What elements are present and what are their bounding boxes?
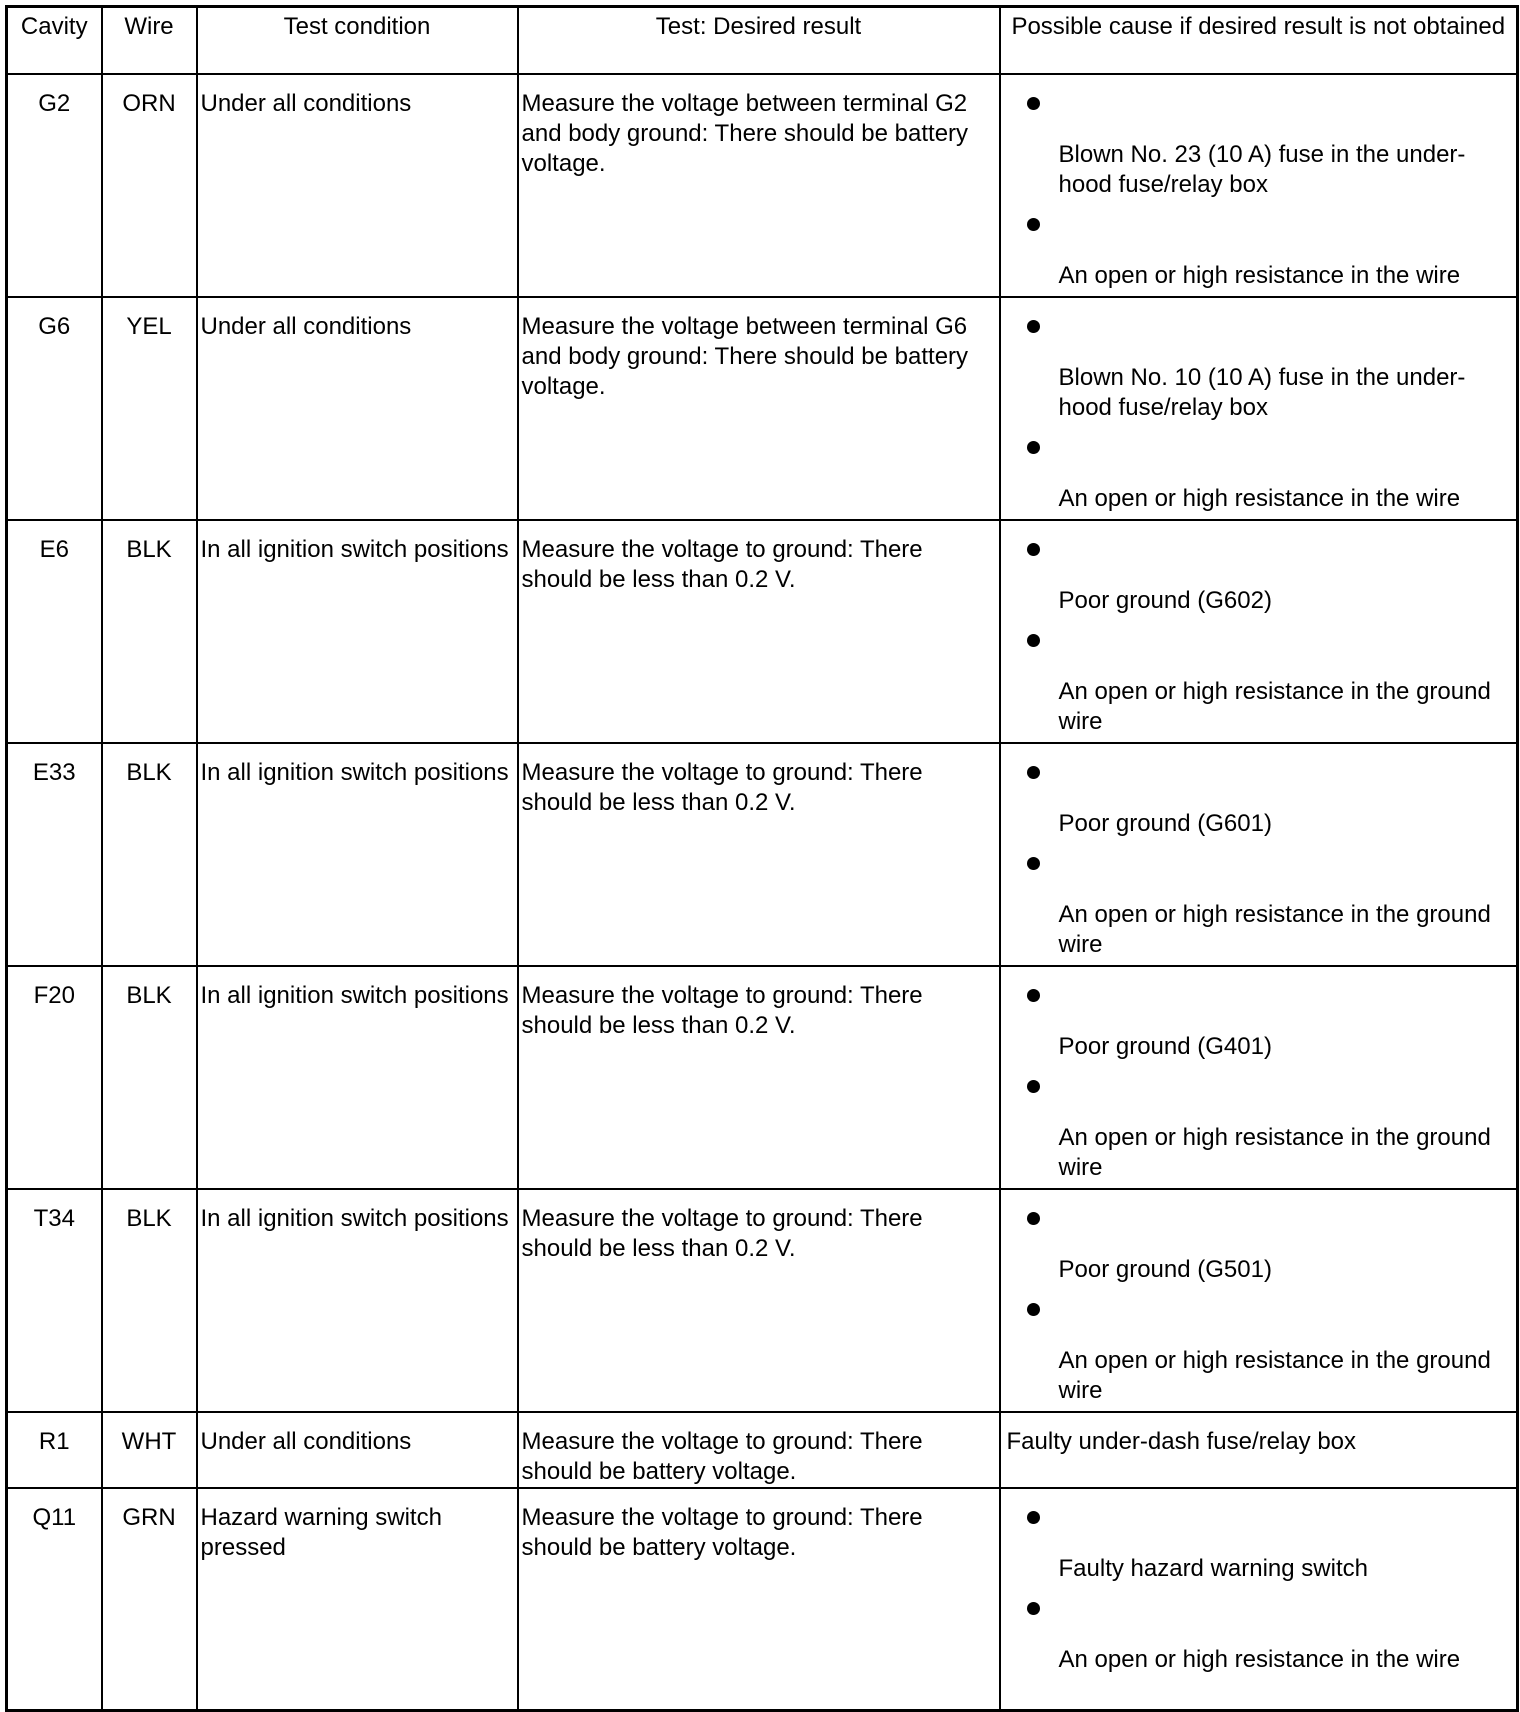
bullet-icon (1027, 1303, 1040, 1316)
condition-cell: Hazard warning switch pressed (197, 1488, 518, 1711)
header-test-condition: Test condition (197, 7, 518, 74)
cause-cell (1000, 743, 1518, 966)
table-row (7, 1412, 1518, 1488)
result-cell: Measure the voltage to ground: There should be less than 0.2 V. (518, 1189, 1000, 1412)
test-table (5, 5, 1519, 1712)
bullet-icon (1027, 1602, 1040, 1615)
cause-cell (1000, 1488, 1518, 1711)
cause-cell (1000, 520, 1518, 743)
header-wire: Wire (102, 7, 197, 74)
header-desired-result: Test: Desired result (518, 7, 1000, 74)
bullet-icon (1027, 218, 1040, 231)
cavity-cell: E6 (7, 520, 102, 743)
cause-text: Poor ground (G601) (1058, 809, 1272, 837)
cause-text: An open or high resistance in the wire (1058, 1645, 1461, 1673)
bullet-icon (1027, 989, 1040, 1002)
cause-text: Blown No. 23 (10 A) fuse in the under-hood fuse/relay box (1058, 140, 1466, 198)
table-row (7, 1488, 1518, 1711)
header-cavity: Cavity (7, 7, 102, 74)
cause-item (1007, 989, 1511, 1062)
table-row (7, 74, 1518, 297)
table-row (7, 1189, 1518, 1412)
cause-text: An open or high resistance in the ground wire (1058, 677, 1491, 735)
table-row (7, 297, 1518, 520)
table-row (7, 966, 1518, 1189)
wire-cell: ORN (102, 74, 197, 297)
result-cell: Measure the voltage between terminal G2 and body ground: There should be battery voltage. (518, 74, 1000, 297)
cause-text: An open or high resistance in the ground wire (1058, 900, 1491, 958)
cavity-cell: Q11 (7, 1488, 102, 1711)
cavity-cell: G2 (7, 74, 102, 297)
header-possible-cause: Possible cause if desired result is not obtained (1000, 7, 1518, 74)
bullet-icon (1027, 1511, 1040, 1524)
cause-item (1007, 320, 1511, 423)
result-cell: Measure the voltage to ground: There should be battery voltage. (518, 1488, 1000, 1711)
bullet-icon (1027, 441, 1040, 454)
cause-text: Poor ground (G501) (1058, 1255, 1272, 1283)
bullet-icon (1027, 1080, 1040, 1093)
cause-item (1007, 1511, 1511, 1584)
condition-cell: In all ignition switch positions (197, 520, 518, 743)
condition-cell: In all ignition switch positions (197, 1189, 518, 1412)
cause-cell (1000, 297, 1518, 520)
bullet-icon (1027, 857, 1040, 870)
wire-cell: BLK (102, 966, 197, 1189)
bullet-icon (1027, 97, 1040, 110)
cause-cell (1000, 966, 1518, 1189)
cause-cell (1000, 74, 1518, 297)
wire-cell: BLK (102, 1189, 197, 1412)
bullet-icon (1027, 766, 1040, 779)
cause-text: An open or high resistance in the ground wire (1058, 1346, 1491, 1404)
bullet-icon (1027, 543, 1040, 556)
wire-cell: YEL (102, 297, 197, 520)
wire-cell: BLK (102, 520, 197, 743)
cause-text: An open or high resistance in the ground wire (1058, 1123, 1491, 1181)
cavity-cell: R1 (7, 1412, 102, 1488)
cause-item (1007, 634, 1511, 737)
cause-item (1007, 1212, 1511, 1285)
cause-cell (1000, 1412, 1518, 1488)
condition-cell: Under all conditions (197, 297, 518, 520)
cavity-cell: F20 (7, 966, 102, 1189)
header-row (7, 7, 1518, 74)
condition-cell: Under all conditions (197, 74, 518, 297)
result-cell: Measure the voltage to ground: There should be less than 0.2 V. (518, 743, 1000, 966)
result-cell: Measure the voltage to ground: There should be less than 0.2 V. (518, 520, 1000, 743)
result-cell: Measure the voltage to ground: There should be battery voltage. (518, 1412, 1000, 1488)
table-row (7, 743, 1518, 966)
bullet-icon (1027, 634, 1040, 647)
cause-item (1007, 857, 1511, 960)
cause-text: Faulty under-dash fuse/relay box (1006, 1427, 1357, 1455)
cause-cell (1000, 1189, 1518, 1412)
cause-text: Blown No. 10 (10 A) fuse in the under-hood fuse/relay box (1058, 363, 1466, 421)
cause-text: Poor ground (G602) (1058, 586, 1272, 614)
cause-text: An open or high resistance in the wire (1058, 261, 1461, 289)
result-cell: Measure the voltage between terminal G6 and body ground: There should be battery voltage. (518, 297, 1000, 520)
cavity-cell: G6 (7, 297, 102, 520)
cause-item (1007, 441, 1511, 514)
cause-item (1007, 543, 1511, 616)
wire-cell: WHT (102, 1412, 197, 1488)
cause-text: Faulty hazard warning switch (1058, 1554, 1368, 1582)
condition-cell: Under all conditions (197, 1412, 518, 1488)
condition-cell: In all ignition switch positions (197, 743, 518, 966)
cause-item (1007, 1080, 1511, 1183)
cavity-cell: E33 (7, 743, 102, 966)
result-cell: Measure the voltage to ground: There should be less than 0.2 V. (518, 966, 1000, 1189)
cause-item (1007, 218, 1511, 291)
bullet-icon (1027, 320, 1040, 333)
cause-text: Poor ground (G401) (1058, 1032, 1272, 1060)
cavity-cell: T34 (7, 1189, 102, 1412)
wire-cell: BLK (102, 743, 197, 966)
cause-item (1007, 1602, 1511, 1675)
cause-item (1007, 766, 1511, 839)
cause-text: An open or high resistance in the wire (1058, 484, 1461, 512)
cause-item (1007, 97, 1511, 200)
condition-cell: In all ignition switch positions (197, 966, 518, 1189)
cause-item (1007, 1303, 1511, 1406)
table-row (7, 520, 1518, 743)
wire-cell: GRN (102, 1488, 197, 1711)
bullet-icon (1027, 1212, 1040, 1225)
